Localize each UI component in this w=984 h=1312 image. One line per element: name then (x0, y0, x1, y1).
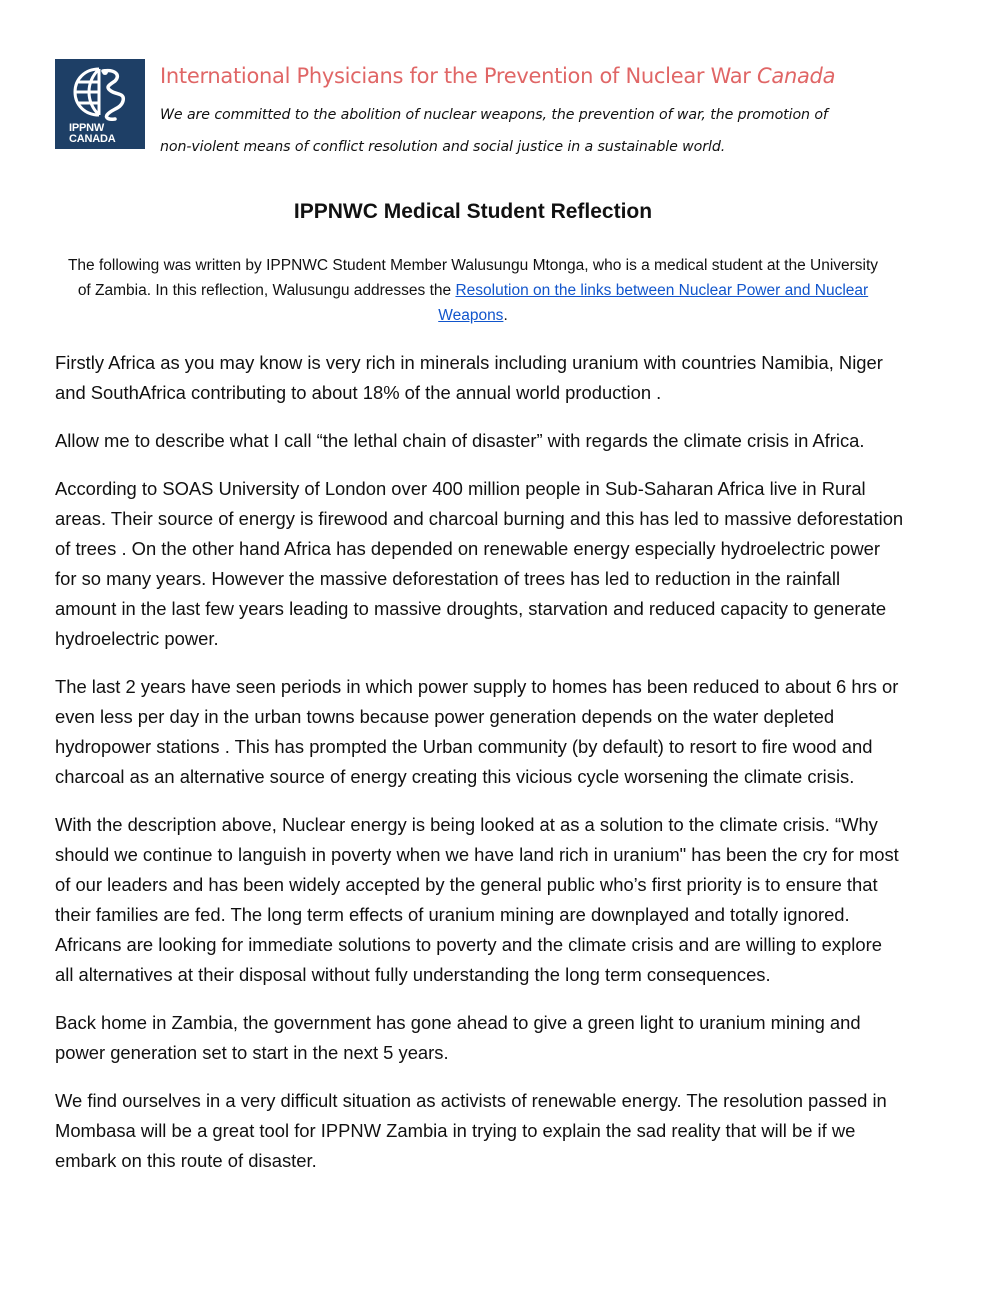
mission-statement (160, 99, 920, 163)
mission-line-2: non-violent means of conflict resolution and social justice in a sustainable world. (160, 139, 726, 155)
logo-line-ippnw: IPPNW (69, 122, 105, 134)
intro-text: The following was written by IPPNWC Student Member Walusungu Mtonga, who is a medical student at the University of Zambia. In this reflection, Walusungu addresses the (67, 257, 879, 299)
page-header (55, 59, 955, 155)
intro-paragraph (60, 253, 886, 328)
globe-serpent-icon (69, 65, 131, 121)
paragraph-1: Firstly Africa as you may know is very rich in minerals including uranium with countries Namibia, Niger and SouthAfrica contributing to about 18% of the annual world production . (55, 352, 883, 403)
paragraph-7: We find ourselves in a very difficult situation as activists of renewable energy. The resolution passed in Mombasa will be a great tool for IPPNW Zambia in trying to explain the sad reality that will be if we embark on this route of disaster. (55, 1090, 887, 1171)
organization-name-canada: Canada (757, 64, 836, 88)
organization-name-main: International Physicians for the Prevention of Nuclear War (160, 64, 751, 88)
logo-line-canada: CANADA (69, 133, 116, 145)
ippnw-canada-logo (55, 59, 145, 149)
paragraph-4: The last 2 years have seen periods in which power supply to homes has been reduced to about 6 hrs or even less per day in the urban towns because power generation depends on the water depleted hydropower stations . This has prompted the Urban community (by default) to resort to fire wood and charcoal as an alternative source of energy creating this vicious cycle worsening the climate crisis. (55, 676, 899, 787)
paragraph-3: According to SOAS University of London over 400 million people in Sub-Saharan Africa live in Rural areas. Their source of energy is firewood and charcoal burning and this has led to massive deforestation of trees . On the other hand Africa has depended on renewable energy especially hydroelectric power for so many years. However the massive deforestation of trees has led to reduction in the rainfall amount in the last few years leading to massive droughts, starvation and reduced capacity to generate hydroelectric power. (55, 478, 904, 649)
logo-wordmark (69, 123, 115, 145)
document-title: IPPNWC Medical Student Reflection (293, 200, 653, 223)
intro-text-end: . (503, 307, 508, 324)
paragraph-5: With the description above, Nuclear energy is being looked at as a solution to the climate crisis. “Why should we continue to languish in poverty when we have land rich in uranium" has been the cry for most of our leaders and has been widely accepted by the general public who’s first priority is to ensure that their families are fed. The long term effects of uranium mining are downplayed and totally ignored. Africans are looking for immediate solutions to poverty and the climate crisis and are willing to explore all alternatives at their disposal without fully understanding the long term consequences. (55, 814, 899, 985)
mission-line-1: We are committed to the abolition of nuclear weapons, the prevention of war, the promotion of (160, 107, 828, 123)
paragraph-2: Allow me to describe what I call “the lethal chain of disaster” with regards the climate crisis in Africa. (55, 430, 865, 451)
resolution-link[interactable]: Resolution on the links between Nuclear Power and Nuclear Weapons (438, 282, 869, 324)
paragraph-6: Back home in Zambia, the government has gone ahead to give a green light to uranium mining and power generation set to start in the next 5 years. (55, 1012, 861, 1063)
reflection-body (55, 348, 905, 1194)
organization-name (160, 64, 835, 88)
